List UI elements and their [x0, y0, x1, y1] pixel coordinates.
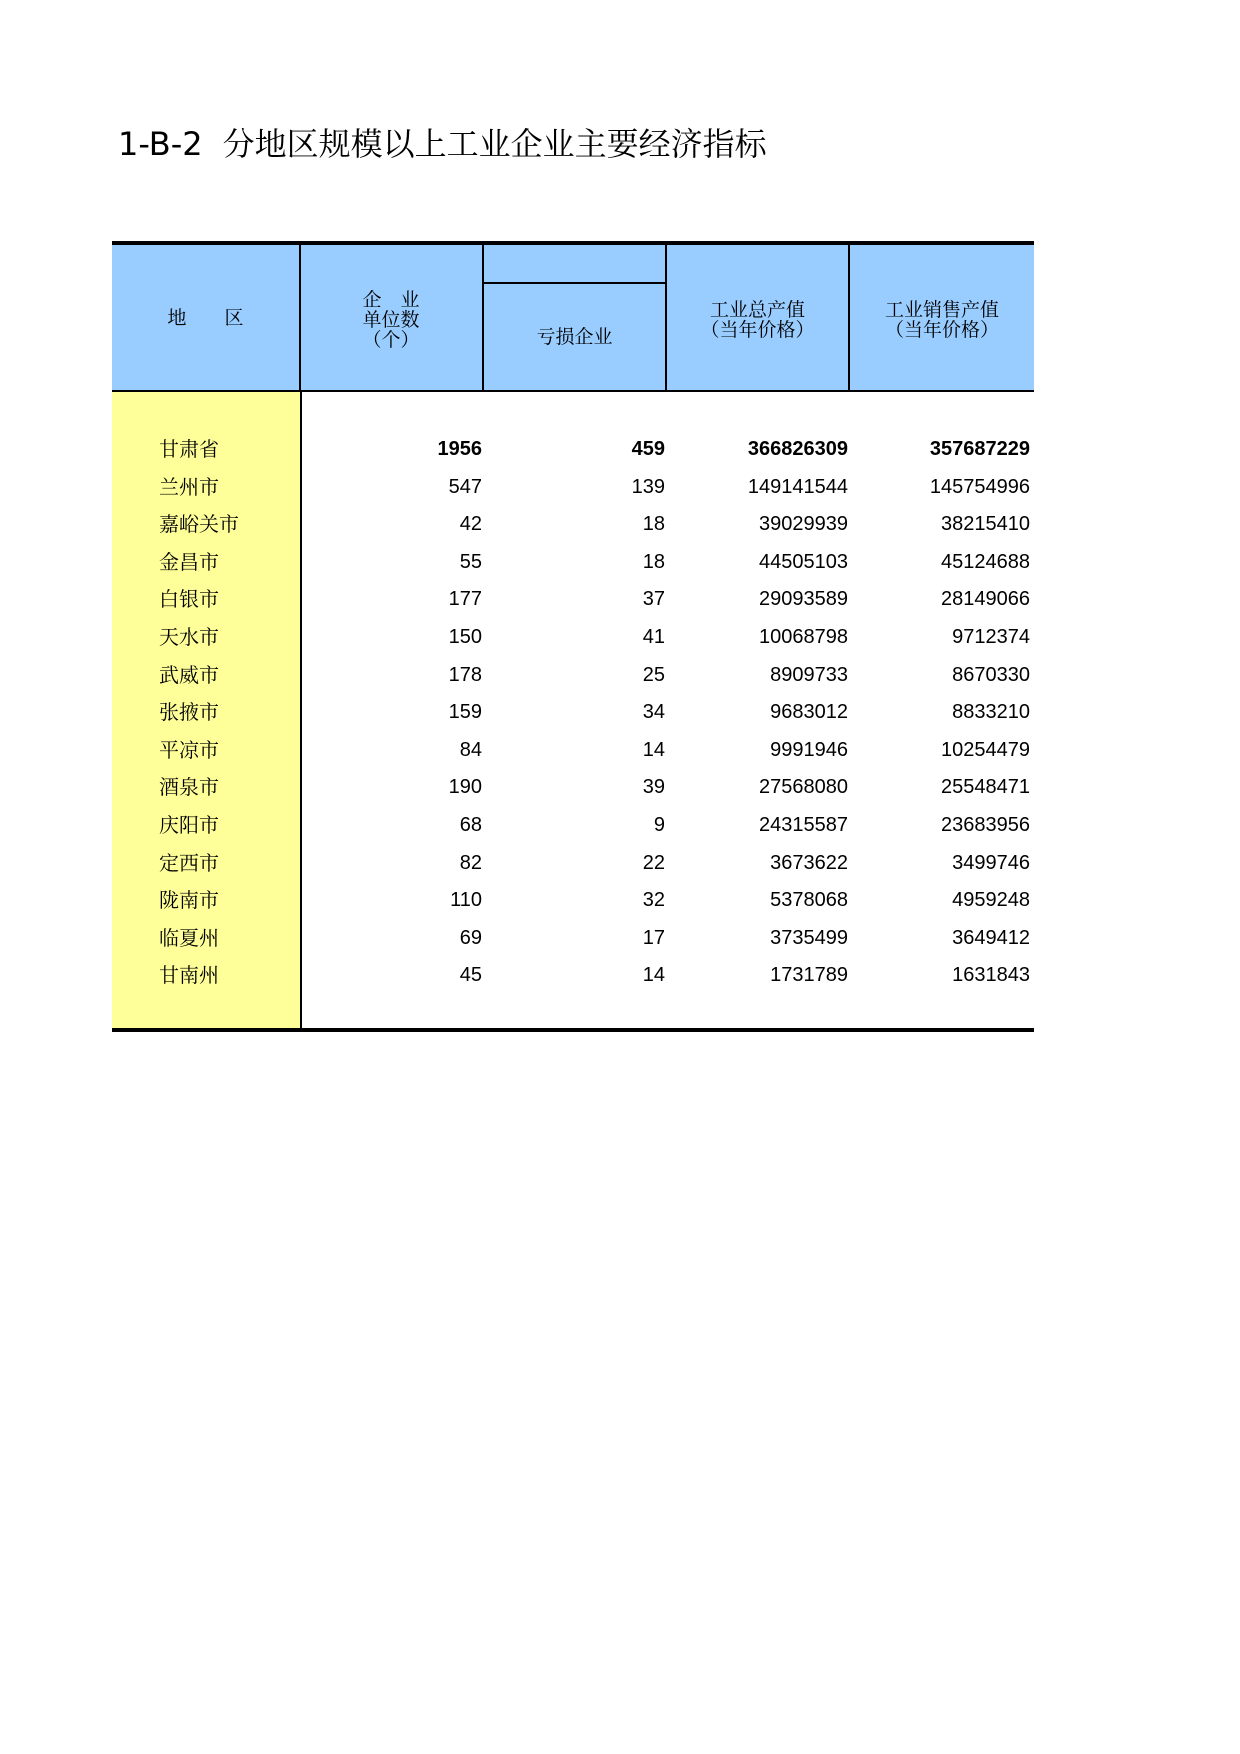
gross-output-value: 39029939 — [759, 513, 848, 536]
loss-making-value: 22 — [642, 851, 665, 874]
enterprises-value: 1956 — [437, 438, 482, 460]
enterprises-value: 68 — [459, 813, 482, 836]
enterprises-value: 150 — [448, 625, 482, 648]
header-sales-output-line2: （当年价格） — [884, 319, 999, 341]
table-row — [112, 769, 1034, 807]
table-row — [112, 581, 1034, 619]
table-row-total — [112, 431, 1034, 469]
header-region: 地 区 — [167, 307, 244, 329]
gross-output-value: 10068798 — [759, 625, 848, 648]
sales-output-value: 357687229 — [929, 438, 1030, 460]
enterprises-value: 82 — [459, 851, 482, 874]
table-title: 分地区规模以上工业企业主要经济指标 — [222, 125, 767, 163]
header-gross-output-line1: 工业总产值 — [709, 299, 805, 321]
region-name: 庆阳市 — [159, 812, 219, 837]
loss-making-value: 25 — [642, 663, 665, 686]
table-row — [112, 732, 1034, 770]
loss-making-value: 14 — [642, 964, 665, 987]
loss-making-value: 34 — [642, 701, 665, 724]
header-sales-output-line1: 工业销售产值 — [884, 299, 999, 321]
region-name: 嘉峪关市 — [159, 512, 239, 537]
sales-output-value: 10254479 — [941, 738, 1030, 761]
enterprises-value: 178 — [448, 663, 482, 686]
region-name: 白银市 — [159, 587, 219, 612]
sales-output-value: 25548471 — [941, 776, 1030, 799]
sales-output-value: 145754996 — [929, 475, 1030, 498]
sales-output-value: 28149066 — [941, 588, 1030, 611]
region-name: 酒泉市 — [159, 775, 219, 800]
table-rows — [112, 431, 1034, 995]
column-divider — [482, 245, 484, 390]
gross-output-value: 1731789 — [770, 964, 848, 987]
region-name: 陇南市 — [159, 888, 219, 913]
header-enterprises-line3: （个） — [362, 329, 420, 351]
gross-output-value: 9683012 — [770, 701, 848, 724]
table-row — [112, 657, 1034, 695]
table-row — [112, 506, 1034, 544]
table-row — [112, 694, 1034, 732]
region-name: 兰州市 — [159, 474, 219, 499]
table-row — [112, 619, 1034, 657]
region-name: 张掖市 — [159, 700, 219, 725]
statistics-table — [112, 241, 1034, 1032]
table-row — [112, 882, 1034, 920]
enterprises-value: 55 — [459, 550, 482, 573]
sales-output-value: 3499746 — [952, 851, 1030, 874]
sales-output-value: 45124688 — [941, 550, 1030, 573]
header-sales-output — [850, 300, 1034, 340]
gross-output-value: 3735499 — [770, 926, 848, 949]
enterprises-value: 69 — [459, 926, 482, 949]
enterprises-value: 84 — [459, 738, 482, 761]
subheader-divider — [482, 282, 667, 284]
sales-output-value: 4959248 — [952, 889, 1030, 912]
gross-output-value: 27568080 — [759, 776, 848, 799]
gross-output-value: 366826309 — [747, 438, 848, 460]
header-loss-making: 亏损企业 — [536, 326, 613, 348]
loss-making-value: 14 — [642, 738, 665, 761]
page-title — [118, 124, 767, 164]
loss-making-value: 39 — [642, 776, 665, 799]
table-header — [112, 241, 1034, 392]
enterprises-value: 45 — [459, 964, 482, 987]
loss-making-value: 459 — [631, 438, 665, 460]
table-row — [112, 845, 1034, 883]
header-enterprises-line1: 企 业 — [362, 289, 420, 311]
region-name: 临夏州 — [159, 925, 219, 950]
header-gross-output — [667, 300, 848, 340]
gross-output-value: 9991946 — [770, 738, 848, 761]
gross-output-value: 44505103 — [759, 550, 848, 573]
loss-making-value: 139 — [631, 475, 665, 498]
region-name: 定西市 — [159, 850, 219, 875]
region-name: 甘肃省 — [159, 437, 219, 461]
gross-output-value: 8909733 — [770, 663, 848, 686]
region-name: 天水市 — [159, 624, 219, 649]
table-row — [112, 544, 1034, 582]
enterprises-value: 110 — [450, 889, 482, 912]
gross-output-value: 24315587 — [759, 813, 848, 836]
enterprises-value: 177 — [448, 588, 482, 611]
header-enterprises — [300, 290, 482, 350]
table-row — [112, 920, 1034, 958]
header-enterprises-line2: 单位数 — [362, 309, 420, 331]
sales-output-value: 8833210 — [952, 701, 1030, 724]
loss-making-value: 9 — [653, 813, 665, 836]
loss-making-value: 32 — [642, 889, 665, 912]
loss-making-value: 37 — [642, 588, 665, 611]
header-gross-output-line2: （当年价格） — [700, 319, 815, 341]
loss-making-value: 18 — [642, 550, 665, 573]
region-name: 武威市 — [159, 662, 219, 687]
table-body — [112, 392, 1034, 1032]
loss-making-value: 18 — [642, 513, 665, 536]
sales-output-value: 3649412 — [952, 926, 1030, 949]
enterprises-value: 190 — [448, 776, 482, 799]
sales-output-value: 23683956 — [941, 813, 1030, 836]
region-name: 甘南州 — [159, 963, 219, 988]
enterprises-value: 547 — [448, 475, 482, 498]
table-row — [112, 957, 1034, 995]
loss-making-value: 17 — [642, 926, 665, 949]
enterprises-value: 42 — [459, 513, 482, 536]
table-row — [112, 469, 1034, 507]
region-name: 金昌市 — [159, 549, 219, 574]
gross-output-value: 29093589 — [759, 588, 848, 611]
sales-output-value: 38215410 — [941, 513, 1030, 536]
gross-output-value: 5378068 — [770, 889, 848, 912]
region-name: 平凉市 — [159, 737, 219, 762]
sales-output-value: 1631843 — [952, 964, 1030, 987]
gross-output-value: 149141544 — [747, 475, 848, 498]
table-code: 1-B-2 — [118, 125, 203, 163]
sales-output-value: 8670330 — [952, 663, 1030, 686]
gross-output-value: 3673622 — [770, 851, 848, 874]
table-row — [112, 807, 1034, 845]
sales-output-value: 9712374 — [952, 625, 1030, 648]
loss-making-value: 41 — [642, 625, 665, 648]
enterprises-value: 159 — [448, 701, 482, 724]
